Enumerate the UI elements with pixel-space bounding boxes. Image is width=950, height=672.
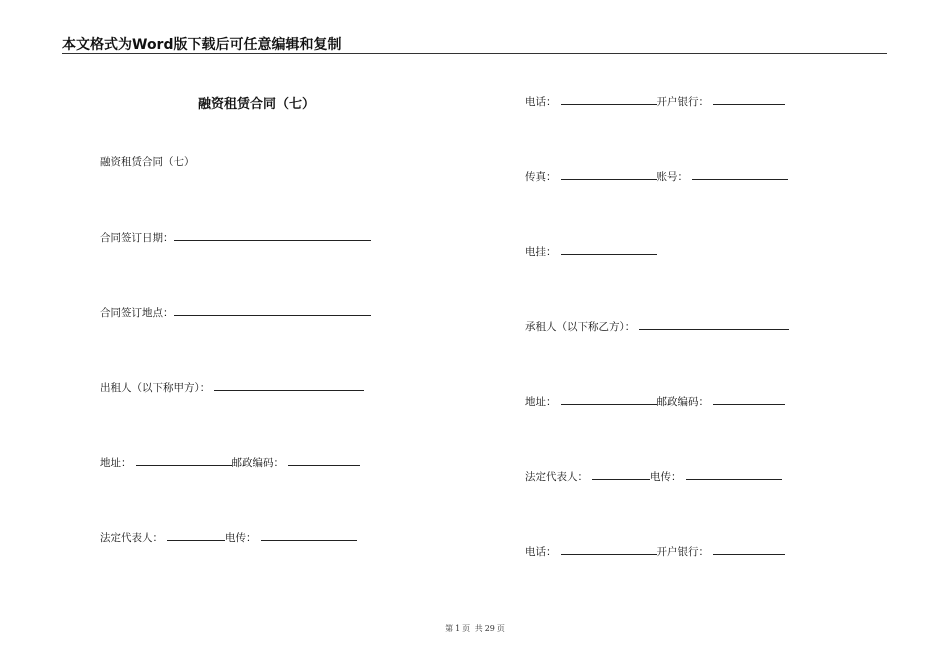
lessor-legal-rep-line: [100, 529, 357, 545]
footer-total-prefix: 共: [474, 624, 483, 633]
footer-total-unit: 页: [496, 624, 505, 633]
sign-date-label: 合同签订日期：: [100, 232, 174, 244]
lessor-postcode-label: 邮政编码：: [231, 457, 284, 469]
header-divider: [62, 53, 887, 54]
lessee-phone-label: 电话：: [525, 546, 557, 558]
lessor-telfax-field[interactable]: [261, 529, 357, 541]
lessee-legal-rep-field[interactable]: [592, 468, 650, 480]
footer-total-pages: 29: [484, 624, 495, 633]
sign-date-line: [100, 229, 371, 245]
subtitle-line: [100, 154, 195, 169]
lessee-field[interactable]: [639, 318, 789, 330]
lessor-cable-label: 电挂：: [525, 246, 557, 258]
lessor-phone-label: 电话：: [525, 96, 557, 108]
lessor-telfax-label: 电传：: [225, 532, 257, 544]
lessor-label: 出租人（以下称甲方）：: [100, 382, 211, 394]
lessor-legal-rep-label: 法定代表人：: [100, 532, 163, 544]
lessor-address-label: 地址：: [100, 457, 132, 469]
page-footer: [0, 623, 950, 634]
lessee-address-label: 地址：: [525, 396, 557, 408]
lessee-legal-rep-label: 法定代表人：: [525, 471, 588, 483]
lessor-phone-field[interactable]: [561, 93, 657, 105]
lessor-line: [100, 379, 364, 395]
footer-page-number: 1: [455, 624, 461, 633]
lessor-cable-field[interactable]: [561, 243, 657, 255]
sign-date-field[interactable]: [174, 229, 371, 241]
lessee-bank-label: 开户银行：: [656, 546, 709, 558]
lessor-phone-line: [525, 93, 785, 109]
lessor-account-label: 账号：: [656, 171, 688, 183]
lessor-fax-field[interactable]: [561, 168, 657, 180]
lessee-address-line: [525, 393, 785, 409]
lessee-postcode-field[interactable]: [713, 393, 785, 405]
lessor-postcode-field[interactable]: [288, 454, 360, 466]
footer-page-unit: 页: [462, 624, 471, 633]
lessee-label: 承租人（以下称乙方）：: [525, 321, 636, 333]
lessee-address-field[interactable]: [561, 393, 657, 405]
lessee-bank-field[interactable]: [713, 543, 785, 555]
lessor-cable-line: [525, 243, 657, 259]
lessee-postcode-label: 邮政编码：: [656, 396, 709, 408]
lessor-fax-label: 传真：: [525, 171, 557, 183]
lessee-line: [525, 318, 789, 334]
lessor-bank-field[interactable]: [713, 93, 785, 105]
lessee-phone-field[interactable]: [561, 543, 657, 555]
lessor-legal-rep-field[interactable]: [167, 529, 225, 541]
lessee-telfax-field[interactable]: [686, 468, 782, 480]
lessor-address-field[interactable]: [136, 454, 232, 466]
lessor-address-line: [100, 454, 360, 470]
lessee-telfax-label: 电传：: [650, 471, 682, 483]
subtitle-text: 融资租赁合同（七）: [100, 156, 195, 168]
lessor-field[interactable]: [214, 379, 364, 391]
lessee-legal-rep-line: [525, 468, 782, 484]
document-header: 本文格式为Word版下载后可任意编辑和复制: [62, 37, 342, 53]
sign-place-label: 合同签订地点：: [100, 307, 174, 319]
lessee-phone-line: [525, 543, 785, 559]
sign-place-field[interactable]: [174, 304, 371, 316]
lessor-fax-line: [525, 168, 788, 184]
lessor-bank-label: 开户银行：: [656, 96, 709, 108]
document-title: 融资租赁合同（七）: [198, 97, 316, 112]
footer-prefix: 第: [445, 624, 454, 633]
sign-place-line: [100, 304, 371, 320]
lessor-account-field[interactable]: [692, 168, 788, 180]
